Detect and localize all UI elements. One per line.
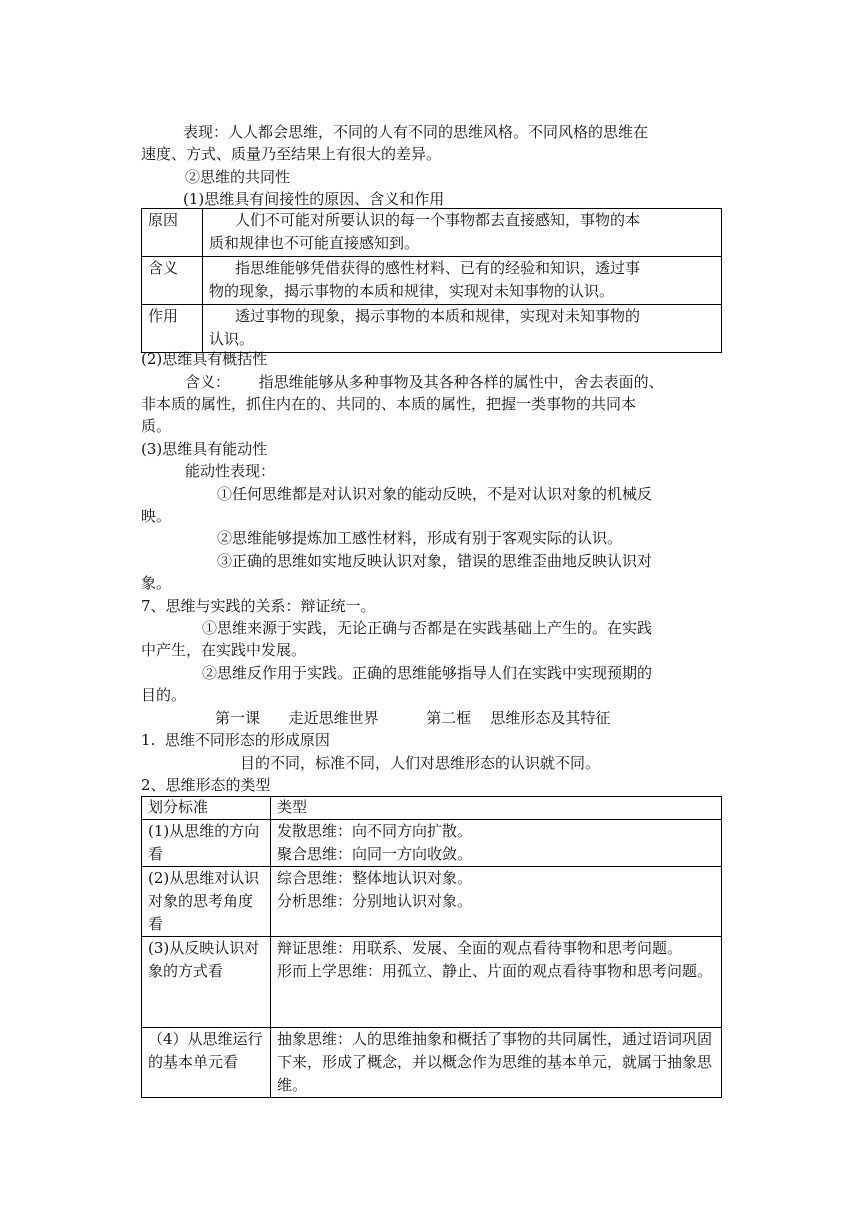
paragraph-line: ②思维能够提炼加工感性材料，形成有别于客观实际的认识。 bbox=[217, 529, 623, 547]
paragraph-line: 中产生，在实践中发展。 bbox=[141, 641, 307, 659]
table-header-row bbox=[142, 797, 722, 820]
table-row bbox=[142, 257, 722, 305]
table-row bbox=[142, 1028, 722, 1098]
table-row bbox=[142, 867, 722, 937]
paragraph-line: ①思维来源于实践，无论正确与否都是在实践基础上产生的。在实践 bbox=[202, 619, 653, 637]
section-heading: 2、思维形态的类型 bbox=[141, 776, 271, 794]
indirectness-table bbox=[141, 208, 722, 353]
row-content: 人们不可能对所要认识的每一个事物都去直接感知，事物的本 质和规律也不可能直接感知到。 bbox=[203, 209, 722, 257]
paragraph-line: ③正确的思维如实地反映认识对象，错误的思维歪曲地反映认识对 bbox=[217, 552, 653, 570]
header-cell: 类型 bbox=[271, 797, 722, 820]
row-content: 透过事物的现象，揭示事物的本质和规律，实现对未知事物的 认识。 bbox=[203, 305, 722, 353]
criterion-cell: (2)从思维对认识对象的思考角度看 bbox=[142, 867, 271, 937]
paragraph-line: 表现：人人都会思维，不同的人有不同的思维风格。不同风格的思维在 bbox=[183, 123, 649, 141]
table-row bbox=[142, 937, 722, 1028]
paragraph-line: 目的。 bbox=[141, 686, 187, 704]
paragraph-line: 含义： 指思维能够从多种事物及其各种各样的属性中，舍去表面的、 bbox=[185, 373, 664, 391]
paragraph-line: 速度、方式、质量乃至结果上有很大的差异。 bbox=[141, 145, 442, 163]
thinking-forms-table bbox=[141, 796, 722, 1098]
paragraph-line: 象。 bbox=[141, 574, 172, 592]
paragraph-line: 能动性表现： bbox=[185, 462, 276, 480]
header-cell: 划分标准 bbox=[142, 797, 271, 820]
paragraph-line: 非本质的属性，抓住内在的、共同的、本质的属性，把握一类事物的共同本 bbox=[141, 395, 637, 413]
paragraph-line: ②思维反作用于实践。正确的思维能够指导人们在实践中实现预期的 bbox=[202, 664, 653, 682]
paragraph-line: 质。 bbox=[141, 417, 172, 435]
subsection-heading: (3)思维具有能动性 bbox=[141, 440, 268, 458]
subsection-heading: (2)思维具有概括性 bbox=[141, 350, 268, 368]
row-label: 原因 bbox=[142, 209, 203, 257]
table-row bbox=[142, 305, 722, 353]
table-row bbox=[142, 820, 722, 867]
row-content: 指思维能够凭借获得的感性材料、已有的经验和知识，透过事 物的现象，揭示事物的本质和规律，实现对未知事物的认识。 bbox=[203, 257, 722, 305]
table-row bbox=[142, 209, 722, 257]
row-label: 含义 bbox=[142, 257, 203, 305]
paragraph-line: 目的不同，标准不同，人们对思维形态的认识就不同。 bbox=[240, 754, 601, 772]
section-heading: ②思维的共同性 bbox=[185, 168, 291, 186]
section-heading: 1. 思维不同形态的形成原因 bbox=[141, 731, 330, 749]
paragraph-line: 映。 bbox=[141, 507, 172, 525]
types-cell: 辩证思维：用联系、发展、全面的观点看待事物和思考问题。 形而上学思维：用孤立、静止、片面的观点看待事物和思考问题。 bbox=[271, 937, 722, 1028]
subsection-heading: (1)思维具有间接性的原因、含义和作用 bbox=[183, 190, 445, 208]
criterion-cell: (1)从思维的方向看 bbox=[142, 820, 271, 867]
types-cell: 发散思维：向不同方向扩散。 聚合思维：向同一方向收敛。 bbox=[271, 820, 722, 867]
paragraph-line: ①任何思维都是对认识对象的能动反映，不是对认识对象的机械反 bbox=[217, 485, 653, 503]
criterion-cell: (3)从反映认识对象的方式看 bbox=[142, 937, 271, 1028]
lesson-title: 第一课 走近思维世界 第二框 思维形态及其特征 bbox=[215, 709, 611, 727]
row-label: 作用 bbox=[142, 305, 203, 353]
section-heading: 7、思维与实践的关系：辩证统一。 bbox=[141, 597, 376, 615]
criterion-cell: （4）从思维运行的基本单元看 bbox=[142, 1028, 271, 1098]
types-cell: 综合思维：整体地认识对象。 分析思维：分别地认识对象。 bbox=[271, 867, 722, 937]
types-cell: 抽象思维：人的思维抽象和概括了事物的共同属性，通过语词巩固下来，形成了概念，并以概念作为思维的基本单元，就属于抽象思维。 bbox=[271, 1028, 722, 1098]
